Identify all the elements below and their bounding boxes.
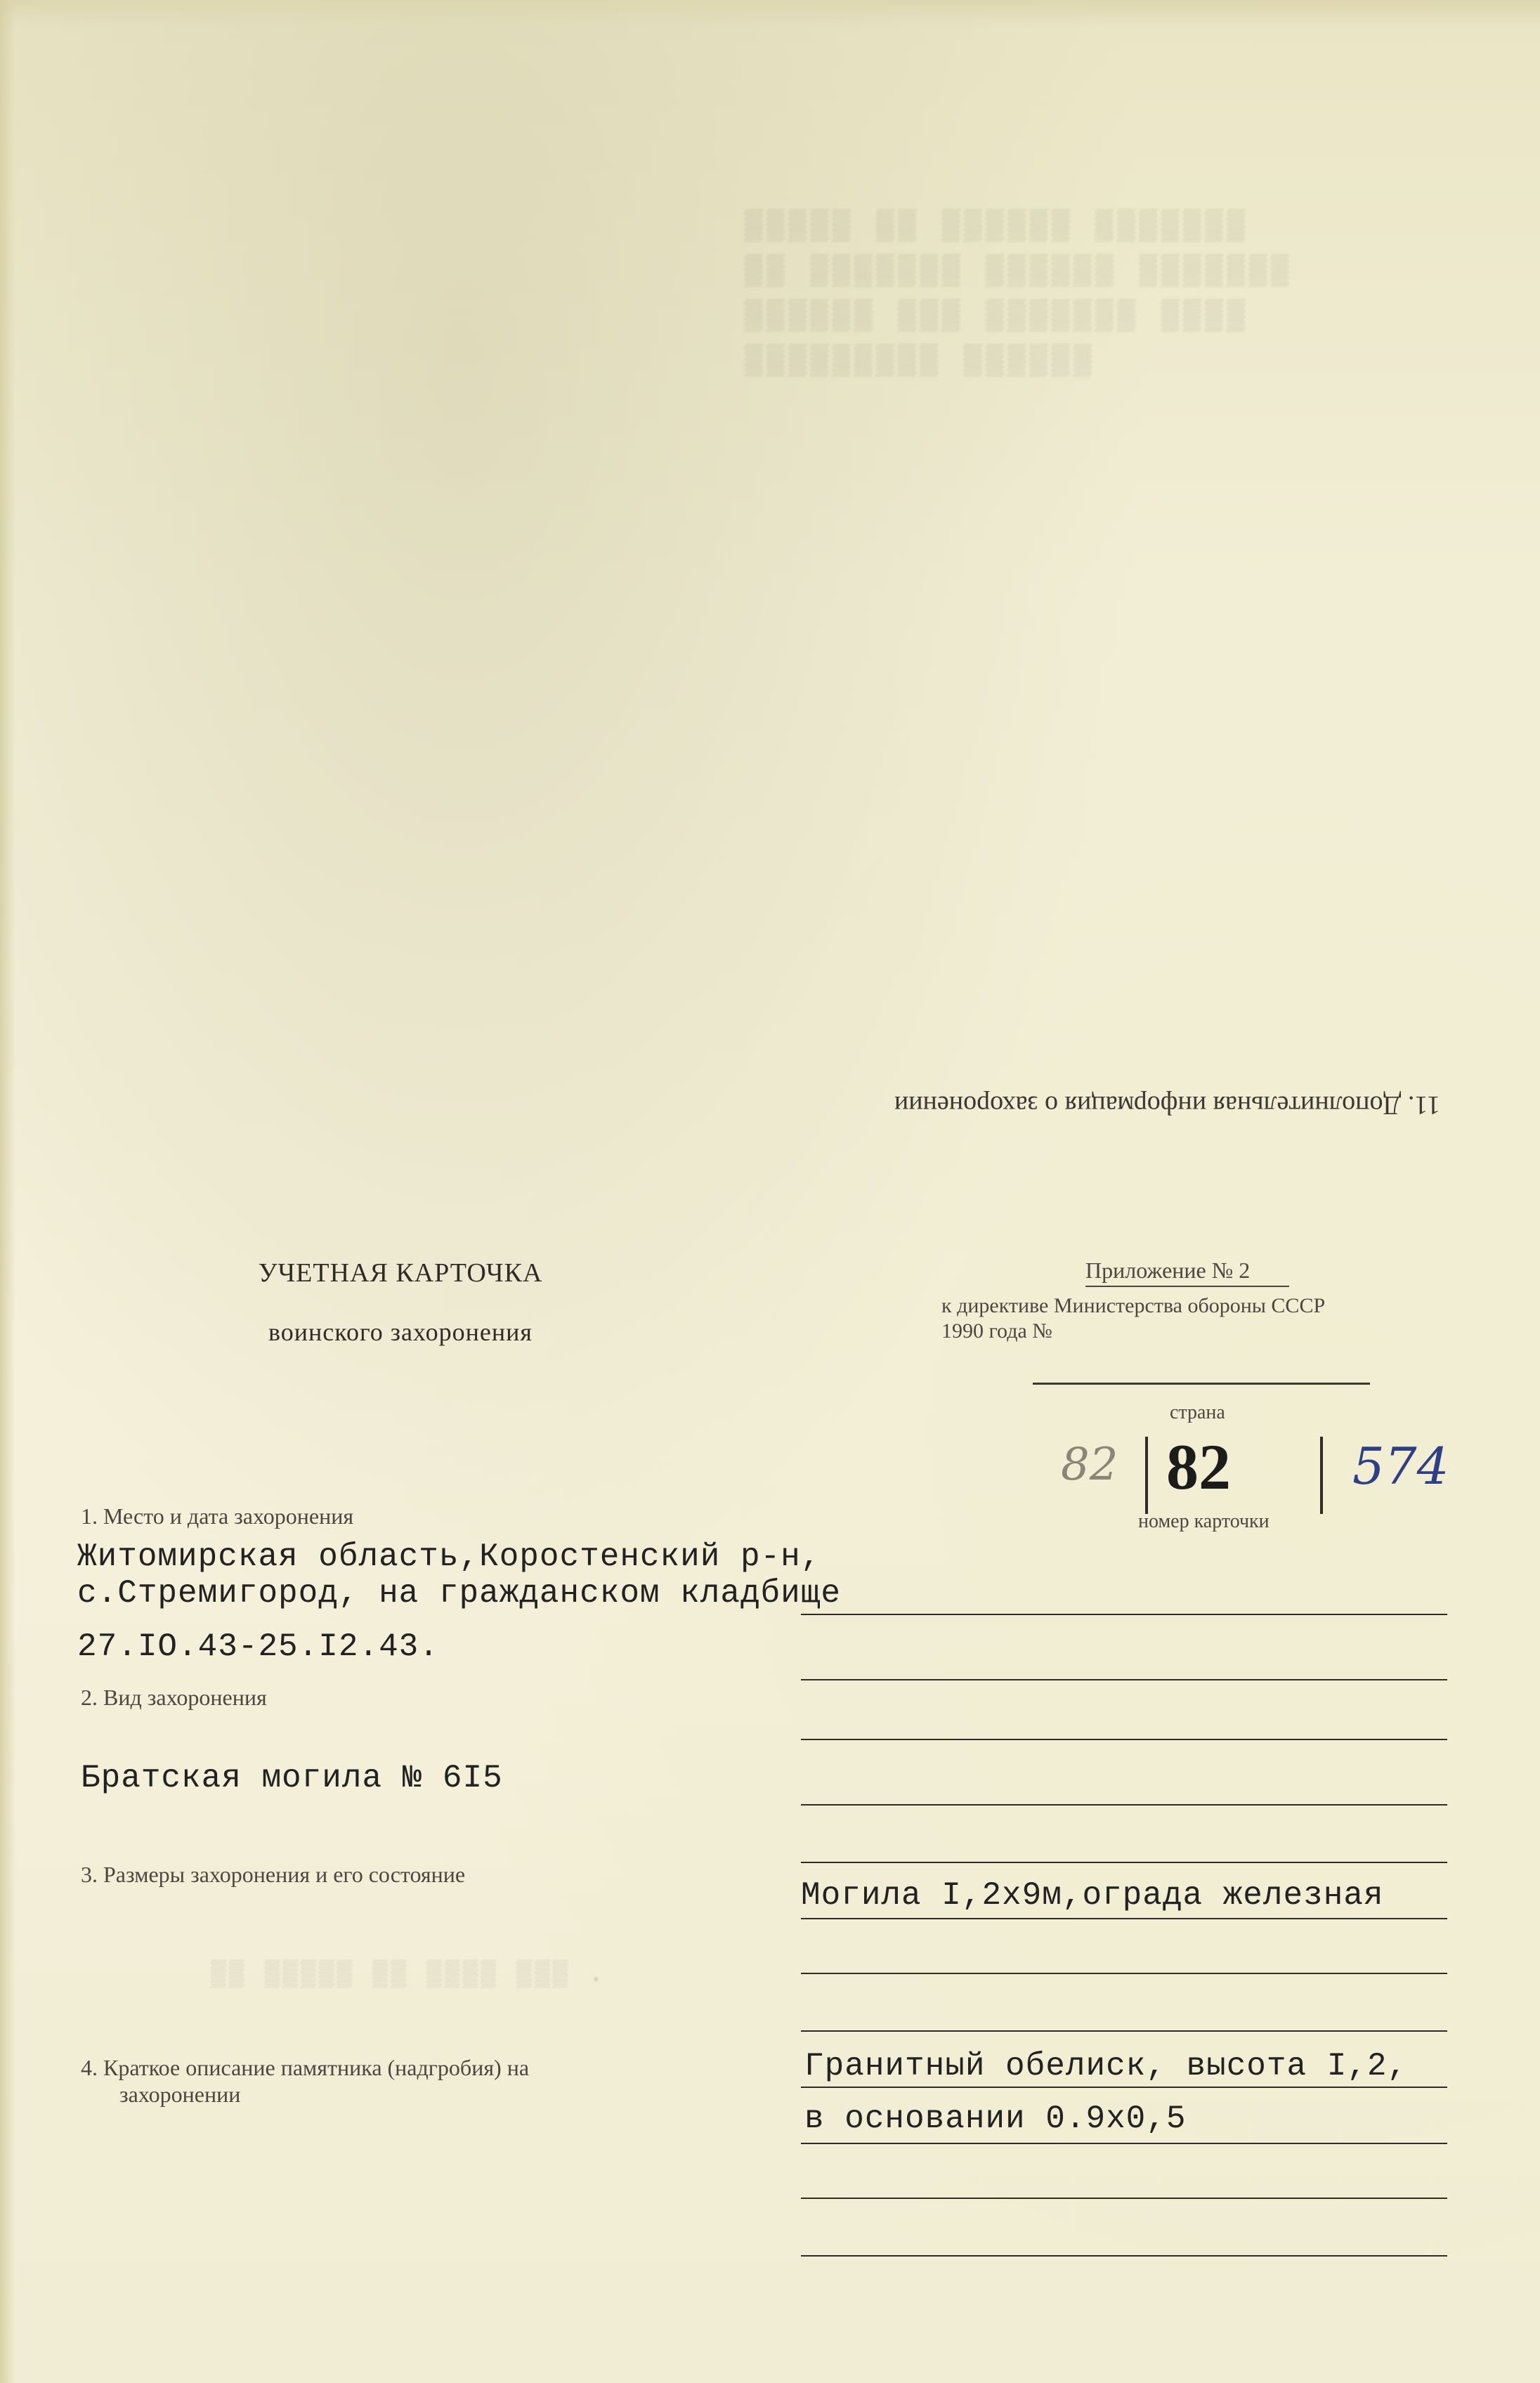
rule-line: [801, 1973, 1447, 1974]
field-1-label: 1. Место и дата захоронения: [81, 1503, 354, 1529]
field-2-value: Братская могила № 6I5: [81, 1760, 503, 1796]
card-number-label: номер карточки: [1138, 1510, 1270, 1532]
card-subtitle: воинского захоронения: [268, 1318, 533, 1346]
directive-text: к директиве Министерства обороны СССР: [941, 1294, 1326, 1317]
additional-info-heading: 11. Дополнительная информация о захоронении: [894, 1090, 1440, 1120]
rule-line: [801, 1614, 1447, 1615]
faint-bleed-text: ▒▒ ▒▒▒▒▒ ▒▒ ▒▒▒▒ ▒▒▒ .: [211, 1960, 607, 1989]
paper-edge-top: [0, 0, 1540, 28]
field-2-label: 2. Вид захоронения: [81, 1685, 267, 1710]
rule-line: [801, 2255, 1447, 2257]
rule-line: [801, 1804, 1447, 1806]
bleed-through-text: ▒▒▒▒▒ ▒▒ ▒▒▒▒▒▒ ▒▒▒▒▒▒▒ ▒▒ ▒▒▒▒▒▒▒ ▒▒▒▒▒▒ ▒▒▒▒▒▒▒ ▒▒▒▒▒▒ ▒▒▒ ▒▒▒▒▒▒▒ ▒▒▒▒ ▒▒▒▒▒▒▒▒▒ ▒▒▒▒▒▒: [745, 209, 1293, 378]
rule-line: [801, 2087, 1447, 2088]
handwritten-574: 574: [1352, 1437, 1449, 1496]
rule-line: [801, 2198, 1447, 2199]
field-3-label: 3. Размеры захоронения и его состояние: [81, 1862, 466, 1887]
field-4-label-line-1: 4. Краткое описание памятника (надгробия) на: [81, 2055, 530, 2080]
paper-edge-left: [0, 0, 15, 2383]
field-1-line-2: с.Стремигород, на гражданском кладбище: [77, 1575, 841, 1612]
appendix-underline: [1085, 1286, 1289, 1287]
field-1-line-3: 27.IO.43-25.I2.43.: [77, 1628, 439, 1665]
field-4-line-2: в основании 0.9х0,5: [804, 2101, 1187, 2137]
rule-line: [801, 2030, 1447, 2032]
handwritten-82: 82: [1061, 1439, 1118, 1491]
rule-line: [801, 1679, 1447, 1680]
card-title: УЧЕТНАЯ КАРТОЧКА: [258, 1258, 543, 1288]
field-1-line-1: Житомирская область,Коростенский р-н,: [77, 1539, 821, 1575]
appendix-label: Приложение № 2: [1085, 1258, 1251, 1283]
country-label: страна: [1170, 1402, 1225, 1423]
field-3-value: Могила I,2х9м,ограда железная: [801, 1877, 1384, 1914]
rule-line: [801, 1739, 1447, 1740]
card-number: 82: [1166, 1431, 1231, 1503]
field-4-line-1: Гранитный обелиск, высота I,2,: [804, 2048, 1408, 2084]
country-line: [1033, 1383, 1370, 1385]
directive-year: 1990 года №: [941, 1319, 1052, 1343]
rule-line: [801, 1918, 1447, 1919]
field-4-label-line-2: захоронении: [119, 2082, 241, 2107]
rule-line: [801, 1862, 1447, 1863]
rule-line: [801, 2143, 1447, 2144]
